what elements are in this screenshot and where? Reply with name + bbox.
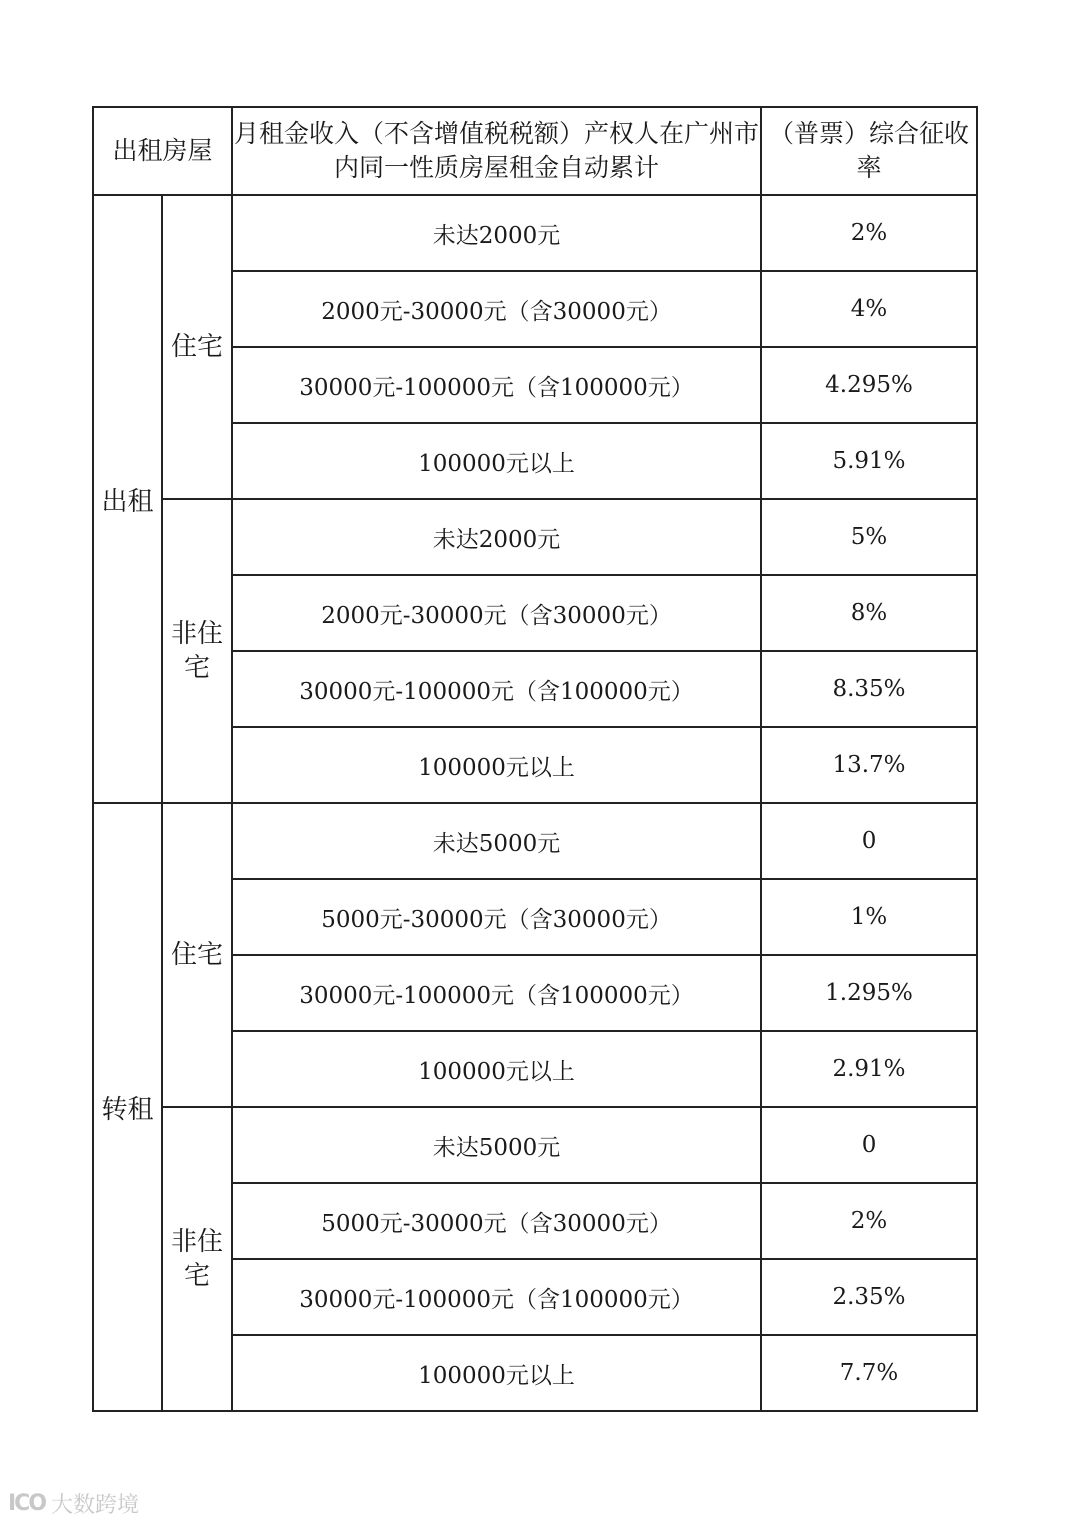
tax-rate-cell: 4% — [761, 271, 977, 347]
income-range-cell: 2000元-30000元（含30000元） — [232, 271, 761, 347]
watermark — [8, 1488, 139, 1519]
tax-rate-cell: 0 — [761, 803, 977, 879]
tax-rate-cell: 8.35% — [761, 651, 977, 727]
income-range-cell: 100000元以上 — [232, 1335, 761, 1411]
table-row — [93, 499, 977, 575]
tax-rate-cell: 5.91% — [761, 423, 977, 499]
tax-rate-cell: 13.7% — [761, 727, 977, 803]
table-row — [93, 1107, 977, 1183]
property-type-cell: 住宅 — [162, 195, 232, 499]
income-range-cell: 未达5000元 — [232, 1107, 761, 1183]
tax-rate-cell: 2% — [761, 195, 977, 271]
income-range-cell: 30000元-100000元（含100000元） — [232, 1259, 761, 1335]
table-row — [93, 803, 977, 879]
tax-rate-cell: 2.91% — [761, 1031, 977, 1107]
tax-rate-cell: 1.295% — [761, 955, 977, 1031]
header-monthly-rent-income: 月租金收入（不含增值税税额）产权人在广州市内同一性质房屋租金自动累计 — [232, 107, 761, 195]
tax-rate-cell: 7.7% — [761, 1335, 977, 1411]
tax-rate-cell: 2.35% — [761, 1259, 977, 1335]
income-range-cell: 30000元-100000元（含100000元） — [232, 347, 761, 423]
watermark-logo: ICO — [8, 1491, 46, 1516]
tax-rate-table — [92, 106, 978, 1412]
property-type-cell: 非住宅 — [162, 499, 232, 803]
table-body — [93, 107, 977, 1411]
tax-rate-cell: 4.295% — [761, 347, 977, 423]
tax-rate-cell: 0 — [761, 1107, 977, 1183]
property-type-cell: 住宅 — [162, 803, 232, 1107]
header-row — [93, 107, 977, 195]
income-range-cell: 100000元以上 — [232, 423, 761, 499]
watermark-text: 大数跨境 — [51, 1493, 140, 1518]
table-row — [93, 195, 977, 271]
income-range-cell: 30000元-100000元（含100000元） — [232, 955, 761, 1031]
tax-rate-cell: 8% — [761, 575, 977, 651]
income-range-cell: 5000元-30000元（含30000元） — [232, 1183, 761, 1259]
header-rental-property: 出租房屋 — [93, 107, 232, 195]
property-type-cell: 非住宅 — [162, 1107, 232, 1411]
income-range-cell: 2000元-30000元（含30000元） — [232, 575, 761, 651]
income-range-cell: 未达2000元 — [232, 195, 761, 271]
income-range-cell: 5000元-30000元（含30000元） — [232, 879, 761, 955]
income-range-cell: 未达5000元 — [232, 803, 761, 879]
tax-rate-cell: 2% — [761, 1183, 977, 1259]
header-tax-rate: （普票）综合征收率 — [761, 107, 977, 195]
income-range-cell: 30000元-100000元（含100000元） — [232, 651, 761, 727]
income-range-cell: 未达2000元 — [232, 499, 761, 575]
income-range-cell: 100000元以上 — [232, 727, 761, 803]
tax-rate-cell: 5% — [761, 499, 977, 575]
tax-rate-cell: 1% — [761, 879, 977, 955]
category-cell: 转租 — [93, 803, 162, 1411]
income-range-cell: 100000元以上 — [232, 1031, 761, 1107]
category-cell: 出租 — [93, 195, 162, 803]
